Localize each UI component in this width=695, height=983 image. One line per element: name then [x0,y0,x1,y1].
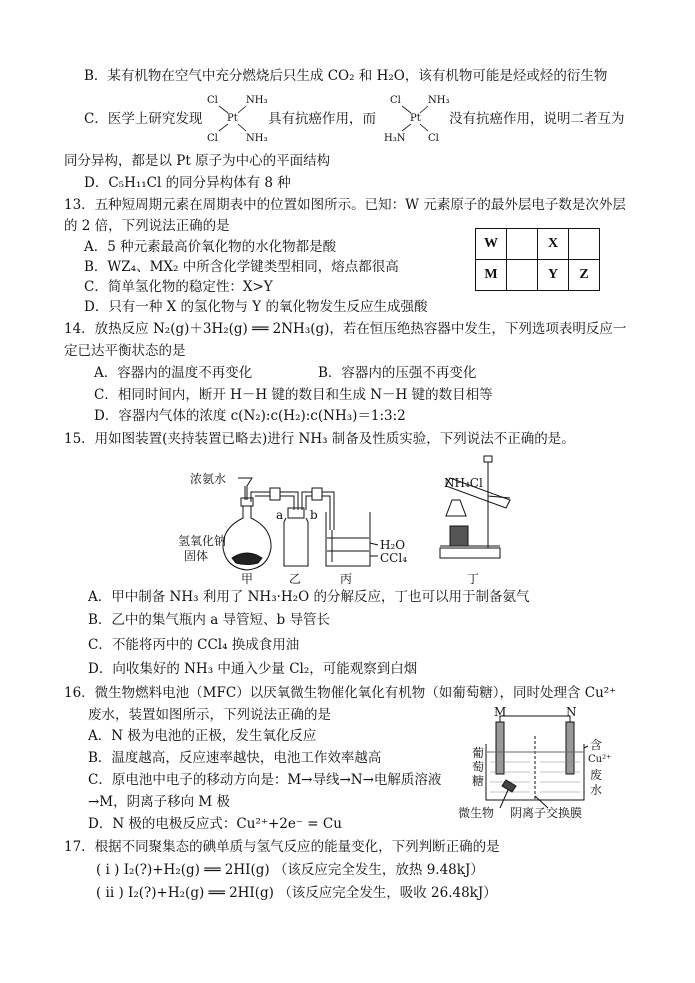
label-bing: 丙 [340,572,353,586]
q12-option-c-mid: 具有抗癌作用，而 [268,111,376,127]
q13-option-b: B．WZ₄、MX₂ 中所含化学键类型相同，熔点都很高 [84,259,399,275]
label-electrode-n: N [566,705,577,719]
label-glucose-2: 萄 [472,760,485,774]
label-cu-1: 含 [590,738,603,752]
label-glucose-3: 糖 [472,774,485,788]
pt2-tr: NH₃ [428,95,450,106]
pt2-br: Cl [428,133,439,144]
q17-reaction-ii: ( ii ) I₂(?)+H₂(g) ══ 2HI(g) （该反应完全发生，吸收 26.48kJ） [96,885,497,901]
q12-option-d: D．C₅H₁₁Cl 的同分异构体有 8 种 [84,175,291,191]
label-glucose-1: 葡 [472,746,485,760]
label-cu-3: 废 [590,768,603,782]
cell-z: Z [569,260,600,291]
label-jia: 甲 [241,572,254,586]
q16-option-b: B．温度越高，反应速率越快，电池工作效率越高 [88,750,382,766]
pt1-bl: Cl [207,133,218,144]
label-naoh-2: 固体 [184,549,209,563]
q16-option-c-1: C．原电池中电子的移动方向是：M→导线→N→电解质溶液 [88,772,442,788]
cell-y: Y [538,260,569,291]
label-port-a: a [276,508,284,522]
q15-stem: 15．用如图装置(夹持装置已略去)进行 NH₃ 制备及性质实验，下列说法不正确的是。 [64,431,575,447]
pt2-center: Pt [410,113,421,124]
q16-stem-2: 废水，装置如图所示，下列说法正确的是 [88,707,331,723]
label-cu-4: 水 [590,783,603,797]
q14-stem-2: 定已达平衡状态的是 [64,343,186,359]
q13-stem-2: 的 2 倍，下列说法正确的是 [64,218,230,234]
q13-stem-1: 13．五种短周期元素在周期表中的位置如图所示。已知：W 元素原子的最外层电子数是次外层 [64,197,626,213]
q14-option-a: A．容器内的温度不再变化 [94,365,253,381]
label-port-b: b [310,508,318,522]
label-electrode-m: M [494,705,507,719]
q15-option-d: D．向收集好的 NH₃ 中通入少量 Cl₂，可能观察到白烟 [88,661,418,677]
cell-m: M [476,260,507,291]
q13-option-d: D．只有一种 X 的氢化物与 Y 的氧化物发生反应生成强酸 [84,299,428,315]
label-ding: 丁 [467,572,480,586]
q14-option-c: C．相同时间内，断开 H－H 键的数目和生成 N－H 键的数目相等 [94,387,493,403]
pt1-center: Pt [227,113,238,124]
q12-option-c-cont: 同分异构，都是以 Pt 原子为中心的平面结构 [64,153,331,169]
label-naoh-1: 氢氧化钠 [178,534,227,548]
label-membrane: 阴离子交换膜 [510,806,583,820]
q16-stem-1: 16．微生物燃料电池（MFC）以厌氧微生物催化氧化有机物（如葡萄糖），同时处理含 Cu²⁺ [64,685,617,701]
q16-option-c-2: →M，阴离子移向 M 极 [88,794,231,810]
cell-x: X [538,229,569,260]
q16-option-d: D．N 极的电极反应式：Cu²⁺+2e⁻ = Cu [88,816,342,832]
q15-option-a: A．甲中制备 NH₃ 利用了 NH₃·H₂O 的分解反应，丁也可以用于制备氨气 [88,589,530,605]
q17-reaction-i: ( i ) I₂(?)+H₂(g) ══ 2HI(g) （该反应完全发生，放热 9.48kJ） [96,862,484,878]
cell-w: W [476,229,507,260]
label-water: H₂O [380,538,406,552]
pt1-tr: NH₃ [246,95,268,106]
q12-option-c-post: 没有抗癌作用，说明二者互为 [449,111,625,127]
q12-option-b: B．某有机物在空气中充分燃烧后只生成 CO₂ 和 H₂O，该有机物可能是烃或烃的衍生物 [84,68,608,84]
label-nh4cl: NH₄Cl [444,476,483,490]
pt1-tl: Cl [207,95,218,106]
q14-option-b: B．容器内的压强不再变化 [318,365,477,381]
pt1-br: NH₃ [246,133,268,144]
pt2-tl: Cl [390,95,401,106]
label-ccl4: CCl₄ [380,551,408,565]
q14-option-d: D．容器内气体的浓度 c(N₂):c(H₂):c(NH₃)＝1:3:2 [94,408,406,424]
label-cu-2: Cu²⁺ [588,754,612,765]
q16-option-a: A．N 极为电池的正极，发生氧化反应 [88,728,317,744]
q15-option-c: C．不能将丙中的 CCl₄ 换成食用油 [88,637,300,653]
q17-stem: 17．根据不同聚集态的碘单质与氢气反应的能量变化，下列判断正确的是 [64,839,500,855]
pt2-bl: H₃N [384,133,406,144]
q12-option-c-pre: C．医学上研究发现 [84,111,203,127]
label-yi: 乙 [289,572,302,586]
q15-option-b: B．乙中的集气瓶内 a 导管短、b 导管长 [88,612,330,628]
q14-stem-1: 14．放热反应 N₂(g)＋3H₂(g) ══ 2NH₃(g)，若在恒压绝热容器中发生，下列选项表明反应一 [64,321,627,337]
q13-option-a: A．5 种元素最高价氧化物的水化物都是酸 [84,239,337,255]
label-microbe: 微生物 [458,806,495,820]
q13-option-c: C．简单氢化物的稳定性：X>Y [84,279,273,295]
label-ammonia-water: 浓氨水 [190,472,227,486]
